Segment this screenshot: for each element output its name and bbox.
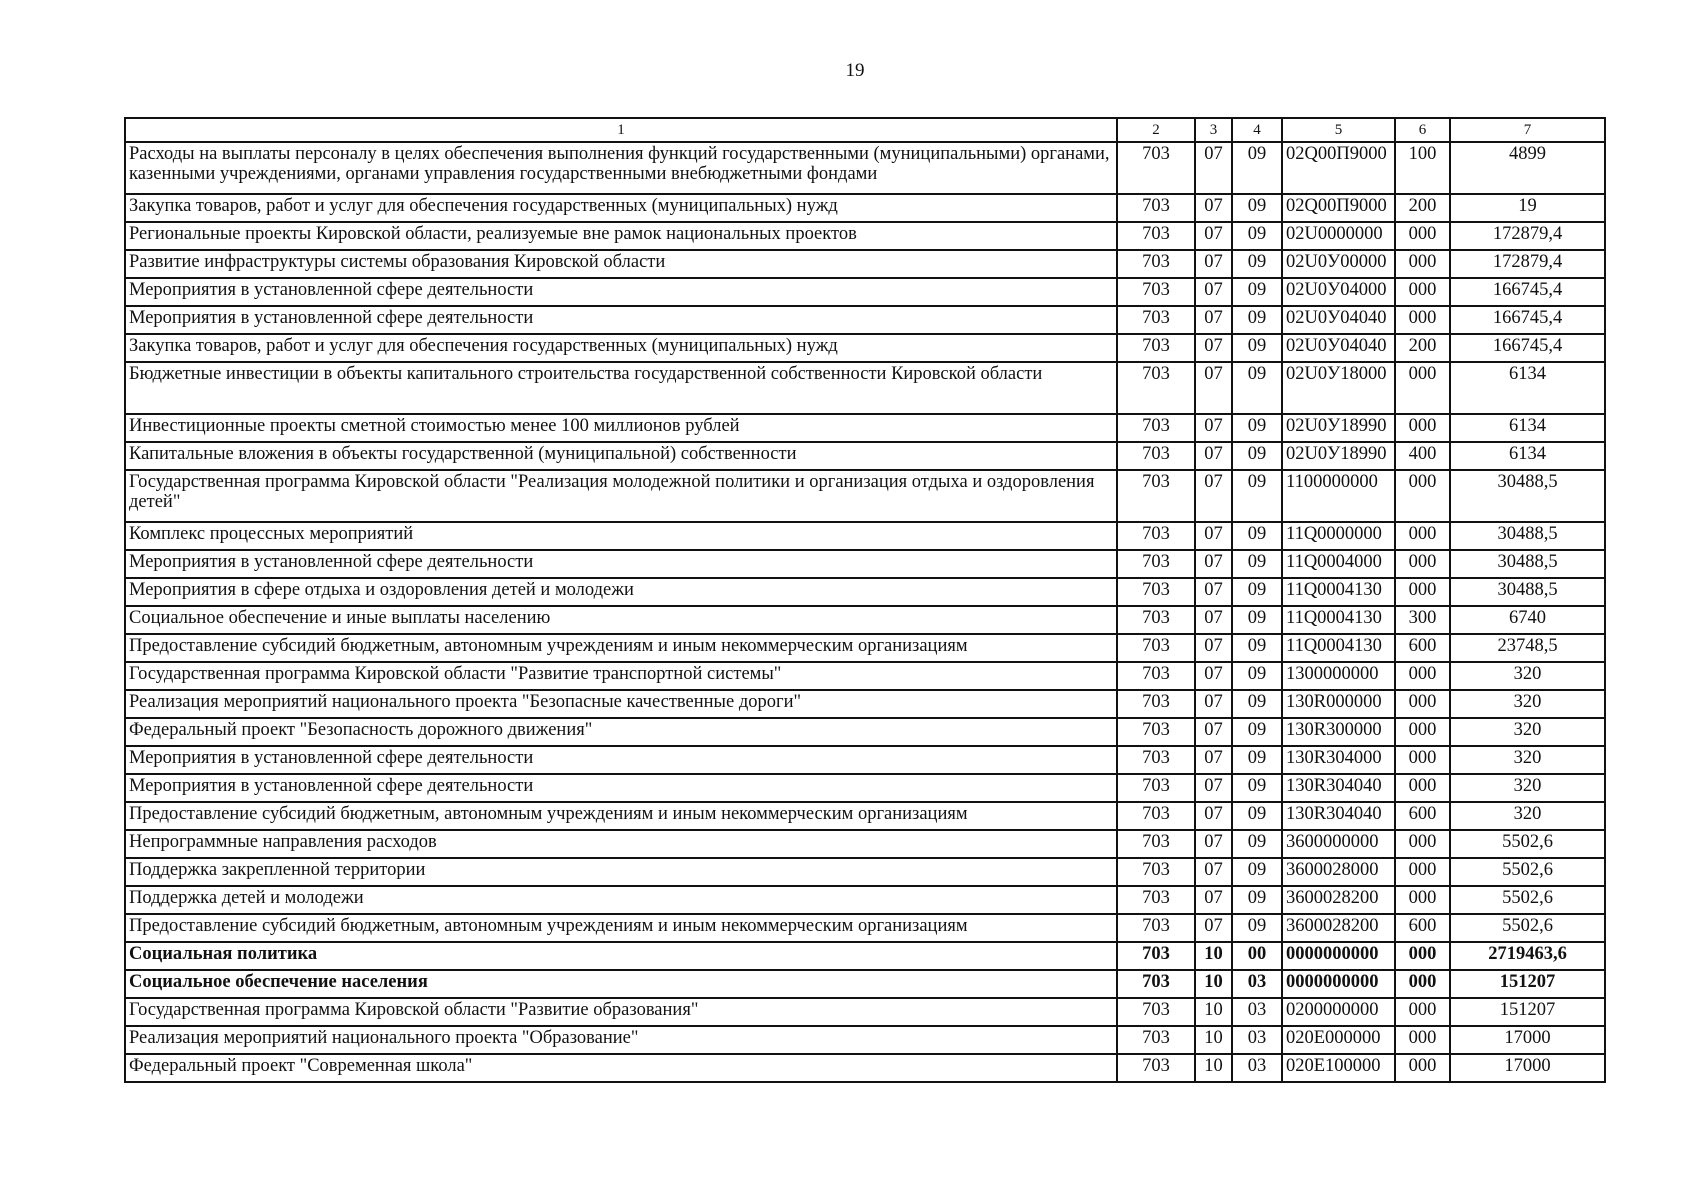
section-cell: 07 xyxy=(1195,250,1232,278)
page-number: 19 xyxy=(845,60,865,81)
admin-code-cell: 703 xyxy=(1117,858,1195,886)
expense-type-cell: 000 xyxy=(1395,470,1450,522)
admin-code-cell: 703 xyxy=(1117,634,1195,662)
expense-type-cell: 100 xyxy=(1395,142,1450,194)
row-name-cell: Федеральный проект "Безопасность дорожного движения" xyxy=(125,718,1117,746)
table-row xyxy=(125,470,1605,522)
target-item-cell: 02U0У00000 xyxy=(1282,250,1395,278)
table-row xyxy=(125,278,1605,306)
target-item-cell: 11Q0000000 xyxy=(1282,522,1395,550)
admin-code-cell: 703 xyxy=(1117,998,1195,1026)
section-cell: 10 xyxy=(1195,998,1232,1026)
section-cell: 07 xyxy=(1195,142,1232,194)
row-name-cell: Мероприятия в сфере отдыха и оздоровления детей и молодежи xyxy=(125,578,1117,606)
subsection-cell: 09 xyxy=(1232,442,1282,470)
table-row xyxy=(125,306,1605,334)
table-row xyxy=(125,830,1605,858)
column-header: 2 xyxy=(1117,118,1195,142)
expense-type-cell: 300 xyxy=(1395,606,1450,634)
table-row xyxy=(125,606,1605,634)
section-cell: 07 xyxy=(1195,718,1232,746)
section-cell: 10 xyxy=(1195,942,1232,970)
amount-cell: 5502,6 xyxy=(1450,886,1605,914)
expense-type-cell: 000 xyxy=(1395,362,1450,414)
row-name-cell: Государственная программа Кировской области "Развитие транспортной системы" xyxy=(125,662,1117,690)
admin-code-cell: 703 xyxy=(1117,774,1195,802)
amount-cell: 30488,5 xyxy=(1450,578,1605,606)
section-cell: 07 xyxy=(1195,662,1232,690)
expense-type-cell: 000 xyxy=(1395,774,1450,802)
amount-cell: 151207 xyxy=(1450,998,1605,1026)
subsection-cell: 03 xyxy=(1232,1054,1282,1082)
target-item-cell: 02Q00П9000 xyxy=(1282,142,1395,194)
amount-cell: 172879,4 xyxy=(1450,250,1605,278)
target-item-cell: 02U0000000 xyxy=(1282,222,1395,250)
subsection-cell: 09 xyxy=(1232,774,1282,802)
section-cell: 07 xyxy=(1195,886,1232,914)
table-row xyxy=(125,550,1605,578)
section-cell: 07 xyxy=(1195,690,1232,718)
table-row xyxy=(125,970,1605,998)
target-item-cell: 130R300000 xyxy=(1282,718,1395,746)
subsection-cell: 09 xyxy=(1232,522,1282,550)
admin-code-cell: 703 xyxy=(1117,942,1195,970)
admin-code-cell: 703 xyxy=(1117,914,1195,942)
amount-cell: 19 xyxy=(1450,194,1605,222)
amount-cell: 6134 xyxy=(1450,362,1605,414)
row-name-cell: Развитие инфраструктуры системы образования Кировской области xyxy=(125,250,1117,278)
table-row xyxy=(125,362,1605,414)
table-row xyxy=(125,998,1605,1026)
admin-code-cell: 703 xyxy=(1117,830,1195,858)
row-name-cell: Предоставление субсидий бюджетным, автономным учреждениям и иным некоммерческим организациям xyxy=(125,802,1117,830)
row-name-cell: Государственная программа Кировской области "Реализация молодежной политики и организация отдыха и оздоровления детей" xyxy=(125,470,1117,522)
amount-cell: 5502,6 xyxy=(1450,914,1605,942)
table-row xyxy=(125,414,1605,442)
section-cell: 07 xyxy=(1195,830,1232,858)
row-name-cell: Реализация мероприятий национального проекта "Образование" xyxy=(125,1026,1117,1054)
table-row xyxy=(125,718,1605,746)
table-row xyxy=(125,334,1605,362)
row-name-cell: Региональные проекты Кировской области, реализуемые вне рамок национальных проектов xyxy=(125,222,1117,250)
row-name-cell: Социальное обеспечение и иные выплаты населению xyxy=(125,606,1117,634)
table-row xyxy=(125,442,1605,470)
section-cell: 07 xyxy=(1195,522,1232,550)
row-name-cell: Комплекс процессных мероприятий xyxy=(125,522,1117,550)
row-name-cell: Мероприятия в установленной сфере деятельности xyxy=(125,746,1117,774)
subsection-cell: 09 xyxy=(1232,718,1282,746)
table-row xyxy=(125,858,1605,886)
amount-cell: 30488,5 xyxy=(1450,522,1605,550)
admin-code-cell: 703 xyxy=(1117,802,1195,830)
row-name-cell: Капитальные вложения в объекты государственной (муниципальной) собственности xyxy=(125,442,1117,470)
admin-code-cell: 703 xyxy=(1117,690,1195,718)
admin-code-cell: 703 xyxy=(1117,194,1195,222)
admin-code-cell: 703 xyxy=(1117,578,1195,606)
expense-type-cell: 000 xyxy=(1395,942,1450,970)
row-name-cell: Бюджетные инвестиции в объекты капитального строительства государственной собственности Кировской области xyxy=(125,362,1117,414)
subsection-cell: 00 xyxy=(1232,942,1282,970)
budget-table xyxy=(124,117,1606,1083)
column-header: 7 xyxy=(1450,118,1605,142)
subsection-cell: 09 xyxy=(1232,858,1282,886)
row-name-cell: Поддержка детей и молодежи xyxy=(125,886,1117,914)
table-row xyxy=(125,690,1605,718)
admin-code-cell: 703 xyxy=(1117,746,1195,774)
admin-code-cell: 703 xyxy=(1117,718,1195,746)
section-cell: 07 xyxy=(1195,306,1232,334)
table-row xyxy=(125,1054,1605,1082)
row-name-cell: Инвестиционные проекты сметной стоимостью менее 100 миллионов рублей xyxy=(125,414,1117,442)
target-item-cell: 3600028200 xyxy=(1282,914,1395,942)
column-header: 5 xyxy=(1282,118,1395,142)
amount-cell: 166745,4 xyxy=(1450,278,1605,306)
subsection-cell: 09 xyxy=(1232,634,1282,662)
section-cell: 07 xyxy=(1195,470,1232,522)
row-name-cell: Расходы на выплаты персоналу в целях обеспечения выполнения функций государственными (муниципальными) органами, казенными учреждениями, органами управления государственными внебюджетными фондами xyxy=(125,142,1117,194)
table-row xyxy=(125,250,1605,278)
admin-code-cell: 703 xyxy=(1117,250,1195,278)
table-row xyxy=(125,914,1605,942)
expense-type-cell: 000 xyxy=(1395,662,1450,690)
section-cell: 07 xyxy=(1195,362,1232,414)
section-cell: 07 xyxy=(1195,442,1232,470)
target-item-cell: 0000000000 xyxy=(1282,942,1395,970)
admin-code-cell: 703 xyxy=(1117,522,1195,550)
section-cell: 07 xyxy=(1195,578,1232,606)
amount-cell: 166745,4 xyxy=(1450,334,1605,362)
amount-cell: 30488,5 xyxy=(1450,550,1605,578)
table-row xyxy=(125,662,1605,690)
subsection-cell: 09 xyxy=(1232,306,1282,334)
amount-cell: 4899 xyxy=(1450,142,1605,194)
row-name-cell: Мероприятия в установленной сфере деятельности xyxy=(125,278,1117,306)
admin-code-cell: 703 xyxy=(1117,442,1195,470)
target-item-cell: 020E000000 xyxy=(1282,1026,1395,1054)
target-item-cell: 3600028000 xyxy=(1282,858,1395,886)
target-item-cell: 02U0У18990 xyxy=(1282,442,1395,470)
amount-cell: 166745,4 xyxy=(1450,306,1605,334)
column-header: 3 xyxy=(1195,118,1232,142)
admin-code-cell: 703 xyxy=(1117,306,1195,334)
admin-code-cell: 703 xyxy=(1117,334,1195,362)
table-row xyxy=(125,746,1605,774)
subsection-cell: 09 xyxy=(1232,886,1282,914)
section-cell: 07 xyxy=(1195,334,1232,362)
expense-type-cell: 600 xyxy=(1395,914,1450,942)
amount-cell: 5502,6 xyxy=(1450,830,1605,858)
section-cell: 07 xyxy=(1195,802,1232,830)
admin-code-cell: 703 xyxy=(1117,970,1195,998)
amount-cell: 320 xyxy=(1450,662,1605,690)
expense-type-cell: 000 xyxy=(1395,858,1450,886)
section-cell: 07 xyxy=(1195,774,1232,802)
row-name-cell: Социальная политика xyxy=(125,942,1117,970)
expense-type-cell: 000 xyxy=(1395,970,1450,998)
column-header: 4 xyxy=(1232,118,1282,142)
target-item-cell: 02U0У18990 xyxy=(1282,414,1395,442)
target-item-cell: 11Q0004130 xyxy=(1282,634,1395,662)
amount-cell: 6134 xyxy=(1450,414,1605,442)
target-item-cell: 02Q00П9000 xyxy=(1282,194,1395,222)
table-row xyxy=(125,578,1605,606)
subsection-cell: 09 xyxy=(1232,550,1282,578)
subsection-cell: 09 xyxy=(1232,802,1282,830)
subsection-cell: 09 xyxy=(1232,250,1282,278)
expense-type-cell: 000 xyxy=(1395,578,1450,606)
amount-cell: 17000 xyxy=(1450,1026,1605,1054)
target-item-cell: 02U0У04000 xyxy=(1282,278,1395,306)
row-name-cell: Государственная программа Кировской области "Развитие образования" xyxy=(125,998,1117,1026)
table-row xyxy=(125,634,1605,662)
subsection-cell: 09 xyxy=(1232,662,1282,690)
amount-cell: 320 xyxy=(1450,774,1605,802)
section-cell: 07 xyxy=(1195,634,1232,662)
target-item-cell: 11Q0004130 xyxy=(1282,578,1395,606)
target-item-cell: 02U0У04040 xyxy=(1282,306,1395,334)
subsection-cell: 09 xyxy=(1232,470,1282,522)
expense-type-cell: 000 xyxy=(1395,998,1450,1026)
target-item-cell: 11Q0004130 xyxy=(1282,606,1395,634)
subsection-cell: 03 xyxy=(1232,970,1282,998)
subsection-cell: 09 xyxy=(1232,142,1282,194)
section-cell: 07 xyxy=(1195,606,1232,634)
row-name-cell: Поддержка закрепленной территории xyxy=(125,858,1117,886)
subsection-cell: 09 xyxy=(1232,362,1282,414)
admin-code-cell: 703 xyxy=(1117,414,1195,442)
amount-cell: 320 xyxy=(1450,746,1605,774)
column-header: 6 xyxy=(1395,118,1450,142)
table-row xyxy=(125,1026,1605,1054)
section-cell: 07 xyxy=(1195,914,1232,942)
table-body xyxy=(125,142,1605,1082)
table-row xyxy=(125,194,1605,222)
section-cell: 07 xyxy=(1195,858,1232,886)
table-row xyxy=(125,774,1605,802)
table-row xyxy=(125,522,1605,550)
row-name-cell: Федеральный проект "Современная школа" xyxy=(125,1054,1117,1082)
section-cell: 07 xyxy=(1195,194,1232,222)
subsection-cell: 09 xyxy=(1232,578,1282,606)
expense-type-cell: 000 xyxy=(1395,830,1450,858)
target-item-cell: 130R304040 xyxy=(1282,774,1395,802)
amount-cell: 6134 xyxy=(1450,442,1605,470)
target-item-cell: 0200000000 xyxy=(1282,998,1395,1026)
expense-type-cell: 200 xyxy=(1395,334,1450,362)
subsection-cell: 03 xyxy=(1232,1026,1282,1054)
row-name-cell: Мероприятия в установленной сфере деятельности xyxy=(125,306,1117,334)
expense-type-cell: 000 xyxy=(1395,886,1450,914)
column-header: 1 xyxy=(125,118,1117,142)
expense-type-cell: 000 xyxy=(1395,718,1450,746)
expense-type-cell: 000 xyxy=(1395,1026,1450,1054)
admin-code-cell: 703 xyxy=(1117,142,1195,194)
row-name-cell: Предоставление субсидий бюджетным, автономным учреждениям и иным некоммерческим организациям xyxy=(125,914,1117,942)
admin-code-cell: 703 xyxy=(1117,222,1195,250)
section-cell: 07 xyxy=(1195,278,1232,306)
table-row xyxy=(125,802,1605,830)
amount-cell: 23748,5 xyxy=(1450,634,1605,662)
amount-cell: 320 xyxy=(1450,690,1605,718)
expense-type-cell: 200 xyxy=(1395,194,1450,222)
admin-code-cell: 703 xyxy=(1117,362,1195,414)
expense-type-cell: 000 xyxy=(1395,1054,1450,1082)
target-item-cell: 020E100000 xyxy=(1282,1054,1395,1082)
subsection-cell: 09 xyxy=(1232,194,1282,222)
amount-cell: 172879,4 xyxy=(1450,222,1605,250)
row-name-cell: Предоставление субсидий бюджетным, автономным учреждениям и иным некоммерческим организациям xyxy=(125,634,1117,662)
admin-code-cell: 703 xyxy=(1117,550,1195,578)
row-name-cell: Мероприятия в установленной сфере деятельности xyxy=(125,550,1117,578)
amount-cell: 17000 xyxy=(1450,1054,1605,1082)
target-item-cell: 1300000000 xyxy=(1282,662,1395,690)
expense-type-cell: 000 xyxy=(1395,522,1450,550)
amount-cell: 320 xyxy=(1450,718,1605,746)
amount-cell: 30488,5 xyxy=(1450,470,1605,522)
row-name-cell: Мероприятия в установленной сфере деятельности xyxy=(125,774,1117,802)
row-name-cell: Социальное обеспечение населения xyxy=(125,970,1117,998)
subsection-cell: 03 xyxy=(1232,998,1282,1026)
expense-type-cell: 000 xyxy=(1395,250,1450,278)
amount-cell: 6740 xyxy=(1450,606,1605,634)
subsection-cell: 09 xyxy=(1232,914,1282,942)
subsection-cell: 09 xyxy=(1232,746,1282,774)
admin-code-cell: 703 xyxy=(1117,278,1195,306)
expense-type-cell: 600 xyxy=(1395,634,1450,662)
row-name-cell: Закупка товаров, работ и услуг для обеспечения государственных (муниципальных) нужд xyxy=(125,194,1117,222)
expense-type-cell: 000 xyxy=(1395,690,1450,718)
table-row xyxy=(125,142,1605,194)
expense-type-cell: 000 xyxy=(1395,278,1450,306)
subsection-cell: 09 xyxy=(1232,414,1282,442)
table-row xyxy=(125,942,1605,970)
admin-code-cell: 703 xyxy=(1117,470,1195,522)
target-item-cell: 0000000000 xyxy=(1282,970,1395,998)
section-cell: 10 xyxy=(1195,970,1232,998)
expense-type-cell: 000 xyxy=(1395,550,1450,578)
amount-cell: 151207 xyxy=(1450,970,1605,998)
expense-type-cell: 000 xyxy=(1395,414,1450,442)
section-cell: 07 xyxy=(1195,414,1232,442)
target-item-cell: 02U0У18000 xyxy=(1282,362,1395,414)
target-item-cell: 130R304040 xyxy=(1282,802,1395,830)
subsection-cell: 09 xyxy=(1232,334,1282,362)
target-item-cell: 02U0У04040 xyxy=(1282,334,1395,362)
amount-cell: 5502,6 xyxy=(1450,858,1605,886)
expense-type-cell: 600 xyxy=(1395,802,1450,830)
subsection-cell: 09 xyxy=(1232,830,1282,858)
admin-code-cell: 703 xyxy=(1117,662,1195,690)
admin-code-cell: 703 xyxy=(1117,886,1195,914)
admin-code-cell: 703 xyxy=(1117,606,1195,634)
section-cell: 10 xyxy=(1195,1054,1232,1082)
expense-type-cell: 000 xyxy=(1395,222,1450,250)
table-row xyxy=(125,886,1605,914)
expense-type-cell: 000 xyxy=(1395,746,1450,774)
target-item-cell: 3600028200 xyxy=(1282,886,1395,914)
section-cell: 10 xyxy=(1195,1026,1232,1054)
subsection-cell: 09 xyxy=(1232,606,1282,634)
section-cell: 07 xyxy=(1195,746,1232,774)
subsection-cell: 09 xyxy=(1232,690,1282,718)
table-row xyxy=(125,222,1605,250)
table-header-row xyxy=(125,118,1605,142)
row-name-cell: Реализация мероприятий национального проекта "Безопасные качественные дороги" xyxy=(125,690,1117,718)
subsection-cell: 09 xyxy=(1232,278,1282,306)
section-cell: 07 xyxy=(1195,550,1232,578)
target-item-cell: 11Q0004000 xyxy=(1282,550,1395,578)
subsection-cell: 09 xyxy=(1232,222,1282,250)
target-item-cell: 130R304000 xyxy=(1282,746,1395,774)
admin-code-cell: 703 xyxy=(1117,1026,1195,1054)
admin-code-cell: 703 xyxy=(1117,1054,1195,1082)
amount-cell: 320 xyxy=(1450,802,1605,830)
amount-cell: 2719463,6 xyxy=(1450,942,1605,970)
expense-type-cell: 400 xyxy=(1395,442,1450,470)
section-cell: 07 xyxy=(1195,222,1232,250)
target-item-cell: 3600000000 xyxy=(1282,830,1395,858)
expense-type-cell: 000 xyxy=(1395,306,1450,334)
target-item-cell: 1100000000 xyxy=(1282,470,1395,522)
row-name-cell: Закупка товаров, работ и услуг для обеспечения государственных (муниципальных) нужд xyxy=(125,334,1117,362)
target-item-cell: 130R000000 xyxy=(1282,690,1395,718)
row-name-cell: Непрограммные направления расходов xyxy=(125,830,1117,858)
